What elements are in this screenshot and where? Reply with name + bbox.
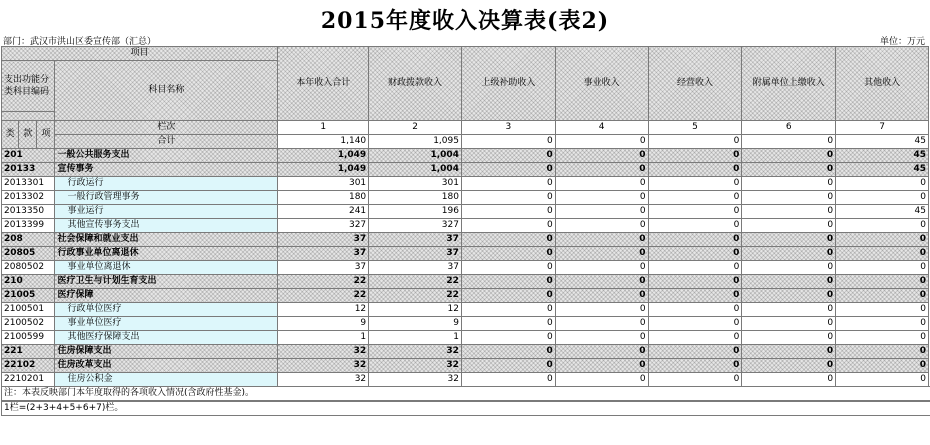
row-subject-name: 医疗卫生与计划生育支出 [55,275,278,289]
table-row [2,289,929,303]
row-subject-name: 行政运行 [55,177,278,191]
row-code: 20133 [2,163,55,177]
table-row [2,373,929,387]
row-value-5: 0 [648,247,742,261]
row-value-1: 180 [278,191,369,205]
row-value-1: 12 [278,303,369,317]
page-title: 2015年度收入决算表(表2) [320,8,610,34]
row-value-6: 0 [742,373,836,387]
table-row [2,275,929,289]
row-value-2: 37 [369,247,462,261]
row-subject-name: 其他宣传事务支出 [55,219,278,233]
row-value-2: 37 [369,261,462,275]
header-xiang: 项 [37,121,55,149]
row-value-5: 0 [648,163,742,177]
row-value-4: 0 [555,233,648,247]
row-value-3: 0 [461,219,555,233]
footnote-1: 注：本表反映部门本年度取得的各项收入情况(含政府性基金)。 [1,386,930,401]
row-value-6: 0 [742,219,836,233]
row-value-3: 0 [461,303,555,317]
col-num-5: 5 [648,121,742,135]
header-lei: 类 [2,121,19,149]
row-value-4: 0 [555,205,648,219]
row-value-1: 22 [278,275,369,289]
table-row [2,345,929,359]
row-subject-name: 行政事业单位离退休 [55,247,278,261]
row-value-4: 0 [555,317,648,331]
row-code: 22102 [2,359,55,373]
row-value-2: 1,004 [369,163,462,177]
row-value-4: 0 [555,359,648,373]
row-value-2: 327 [369,219,462,233]
row-value-1: 1,049 [278,163,369,177]
row-value-2: 180 [369,191,462,205]
row-value-7: 45 [836,149,929,163]
row-value-2: 9 [369,317,462,331]
row-code: 2013301 [2,177,55,191]
table-row [2,205,929,219]
row-value-1: 37 [278,247,369,261]
row-value-5: 0 [648,345,742,359]
row-value-6: 0 [742,233,836,247]
row-value-6: 0 [742,275,836,289]
row-value-2: 22 [369,289,462,303]
total-value-3: 0 [461,135,555,149]
col-num-7: 7 [836,121,929,135]
row-value-6: 0 [742,261,836,275]
header-col-6: 附属单位上缴收入 [742,47,836,121]
row-value-1: 37 [278,261,369,275]
row-value-7: 0 [836,177,929,191]
row-value-3: 0 [461,177,555,191]
header-xiangmu: 项目 [2,47,278,61]
row-value-2: 196 [369,205,462,219]
row-value-3: 0 [461,149,555,163]
row-code: 21005 [2,289,55,303]
row-value-5: 0 [648,359,742,373]
row-value-4: 0 [555,219,648,233]
row-value-3: 0 [461,247,555,261]
row-subject-name: 一般行政管理事务 [55,191,278,205]
row-value-4: 0 [555,149,648,163]
row-value-2: 1,004 [369,149,462,163]
row-subject-name: 事业单位医疗 [55,317,278,331]
row-value-2: 32 [369,359,462,373]
row-value-5: 0 [648,261,742,275]
row-value-5: 0 [648,219,742,233]
row-value-4: 0 [555,177,648,191]
table-row [2,191,929,205]
row-value-2: 37 [369,233,462,247]
table-row [2,303,929,317]
row-value-2: 1 [369,331,462,345]
total-value-7: 45 [836,135,929,149]
col-num-3: 3 [461,121,555,135]
row-value-6: 0 [742,345,836,359]
row-value-7: 0 [836,289,929,303]
row-value-5: 0 [648,303,742,317]
header-col-2: 财政拨款收入 [369,47,462,121]
row-value-1: 32 [278,359,369,373]
table-row [2,177,929,191]
row-value-3: 0 [461,261,555,275]
header-col-5: 经营收入 [648,47,742,121]
row-value-6: 0 [742,247,836,261]
row-value-6: 0 [742,191,836,205]
row-subject-name: 宣传事务 [55,163,278,177]
row-value-5: 0 [648,149,742,163]
row-value-1: 1 [278,331,369,345]
row-value-7: 0 [836,303,929,317]
table-row [2,163,929,177]
row-value-5: 0 [648,373,742,387]
header-func-code: 支出功能分类科目编码 [2,61,55,112]
table-row [2,331,929,345]
row-value-1: 1,049 [278,149,369,163]
row-value-1: 301 [278,177,369,191]
row-value-5: 0 [648,191,742,205]
row-value-7: 0 [836,331,929,345]
row-value-4: 0 [555,345,648,359]
row-code: 221 [2,345,55,359]
header-kuan: 款 [19,121,37,149]
row-value-7: 0 [836,345,929,359]
col-num-6: 6 [742,121,836,135]
row-value-5: 0 [648,233,742,247]
row-value-4: 0 [555,261,648,275]
row-value-4: 0 [555,289,648,303]
row-value-7: 0 [836,219,929,233]
row-subject-name: 其他医疗保障支出 [55,331,278,345]
row-value-1: 327 [278,219,369,233]
header-lanci: 栏次 [55,121,278,135]
row-value-3: 0 [461,373,555,387]
row-code: 2013350 [2,205,55,219]
header-col-4: 事业收入 [555,47,648,121]
row-value-7: 45 [836,163,929,177]
row-subject-name: 一般公共服务支出 [55,149,278,163]
row-value-7: 0 [836,261,929,275]
total-value-2: 1,095 [369,135,462,149]
row-code: 2100501 [2,303,55,317]
row-value-6: 0 [742,317,836,331]
total-value-4: 0 [555,135,648,149]
row-value-1: 32 [278,345,369,359]
row-value-1: 32 [278,373,369,387]
row-value-2: 22 [369,275,462,289]
row-value-1: 22 [278,289,369,303]
row-code: 210 [2,275,55,289]
row-value-1: 37 [278,233,369,247]
row-code: 2100502 [2,317,55,331]
revenue-table [1,46,929,387]
row-value-7: 45 [836,205,929,219]
table-row [2,233,929,247]
table-row [2,247,929,261]
row-value-6: 0 [742,289,836,303]
table-row [2,359,929,373]
row-code: 208 [2,233,55,247]
row-value-3: 0 [461,317,555,331]
row-value-3: 0 [461,163,555,177]
row-value-6: 0 [742,149,836,163]
row-subject-name: 住房公积金 [55,373,278,387]
row-value-3: 0 [461,345,555,359]
total-label: 合计 [55,135,278,149]
col-num-4: 4 [555,121,648,135]
row-subject-name: 医疗保障 [55,289,278,303]
unit-label: 单位：万元 [879,37,925,47]
row-code: 2210201 [2,373,55,387]
row-value-7: 0 [836,191,929,205]
row-value-6: 0 [742,163,836,177]
row-value-7: 0 [836,317,929,331]
row-value-6: 0 [742,177,836,191]
row-value-2: 32 [369,373,462,387]
row-value-7: 0 [836,247,929,261]
row-value-4: 0 [555,163,648,177]
row-subject-name: 事业运行 [55,205,278,219]
row-value-4: 0 [555,191,648,205]
row-value-2: 32 [369,345,462,359]
header-col-3: 上级补助收入 [461,47,555,121]
row-code: 20805 [2,247,55,261]
row-code: 2013302 [2,191,55,205]
row-value-7: 0 [836,275,929,289]
row-value-3: 0 [461,289,555,303]
row-value-6: 0 [742,205,836,219]
row-code: 2080502 [2,261,55,275]
row-value-4: 0 [555,373,648,387]
row-value-4: 0 [555,247,648,261]
row-subject-name: 行政单位医疗 [55,303,278,317]
footnote-2: 1栏=(2+3+4+5+6+7)栏。 [1,401,930,416]
row-value-1: 9 [278,317,369,331]
row-subject-name: 事业单位离退休 [55,261,278,275]
row-value-2: 12 [369,303,462,317]
row-value-3: 0 [461,233,555,247]
row-value-3: 0 [461,275,555,289]
row-value-5: 0 [648,317,742,331]
table-row [2,149,929,163]
row-subject-name: 社会保障和就业支出 [55,233,278,247]
table-row [2,219,929,233]
header-subject-name: 科目名称 [55,61,278,121]
row-value-3: 0 [461,205,555,219]
row-value-4: 0 [555,275,648,289]
total-value-5: 0 [648,135,742,149]
table-row [2,261,929,275]
row-value-4: 0 [555,331,648,345]
row-code: 2013399 [2,219,55,233]
row-value-2: 301 [369,177,462,191]
header-col-7: 其他收入 [836,47,929,121]
row-value-5: 0 [648,289,742,303]
row-value-5: 0 [648,205,742,219]
row-value-1: 241 [278,205,369,219]
row-subject-name: 住房改革支出 [55,359,278,373]
row-value-5: 0 [648,331,742,345]
row-value-6: 0 [742,359,836,373]
row-value-5: 0 [648,275,742,289]
table-row [2,317,929,331]
row-value-3: 0 [461,191,555,205]
row-subject-name: 住房保障支出 [55,345,278,359]
row-value-3: 0 [461,359,555,373]
total-value-1: 1,140 [278,135,369,149]
row-value-6: 0 [742,331,836,345]
row-value-7: 0 [836,373,929,387]
row-value-6: 0 [742,303,836,317]
total-value-6: 0 [742,135,836,149]
row-value-5: 0 [648,177,742,191]
col-num-1: 1 [278,121,369,135]
row-code: 2100599 [2,331,55,345]
row-value-3: 0 [461,331,555,345]
department-label: 部门：武汉市洪山区委宣传部（汇总） [3,37,157,47]
col-num-2: 2 [369,121,462,135]
row-code: 201 [2,149,55,163]
row-value-7: 0 [836,359,929,373]
row-value-7: 0 [836,233,929,247]
row-value-4: 0 [555,303,648,317]
header-col-1: 本年收入合计 [278,47,369,121]
